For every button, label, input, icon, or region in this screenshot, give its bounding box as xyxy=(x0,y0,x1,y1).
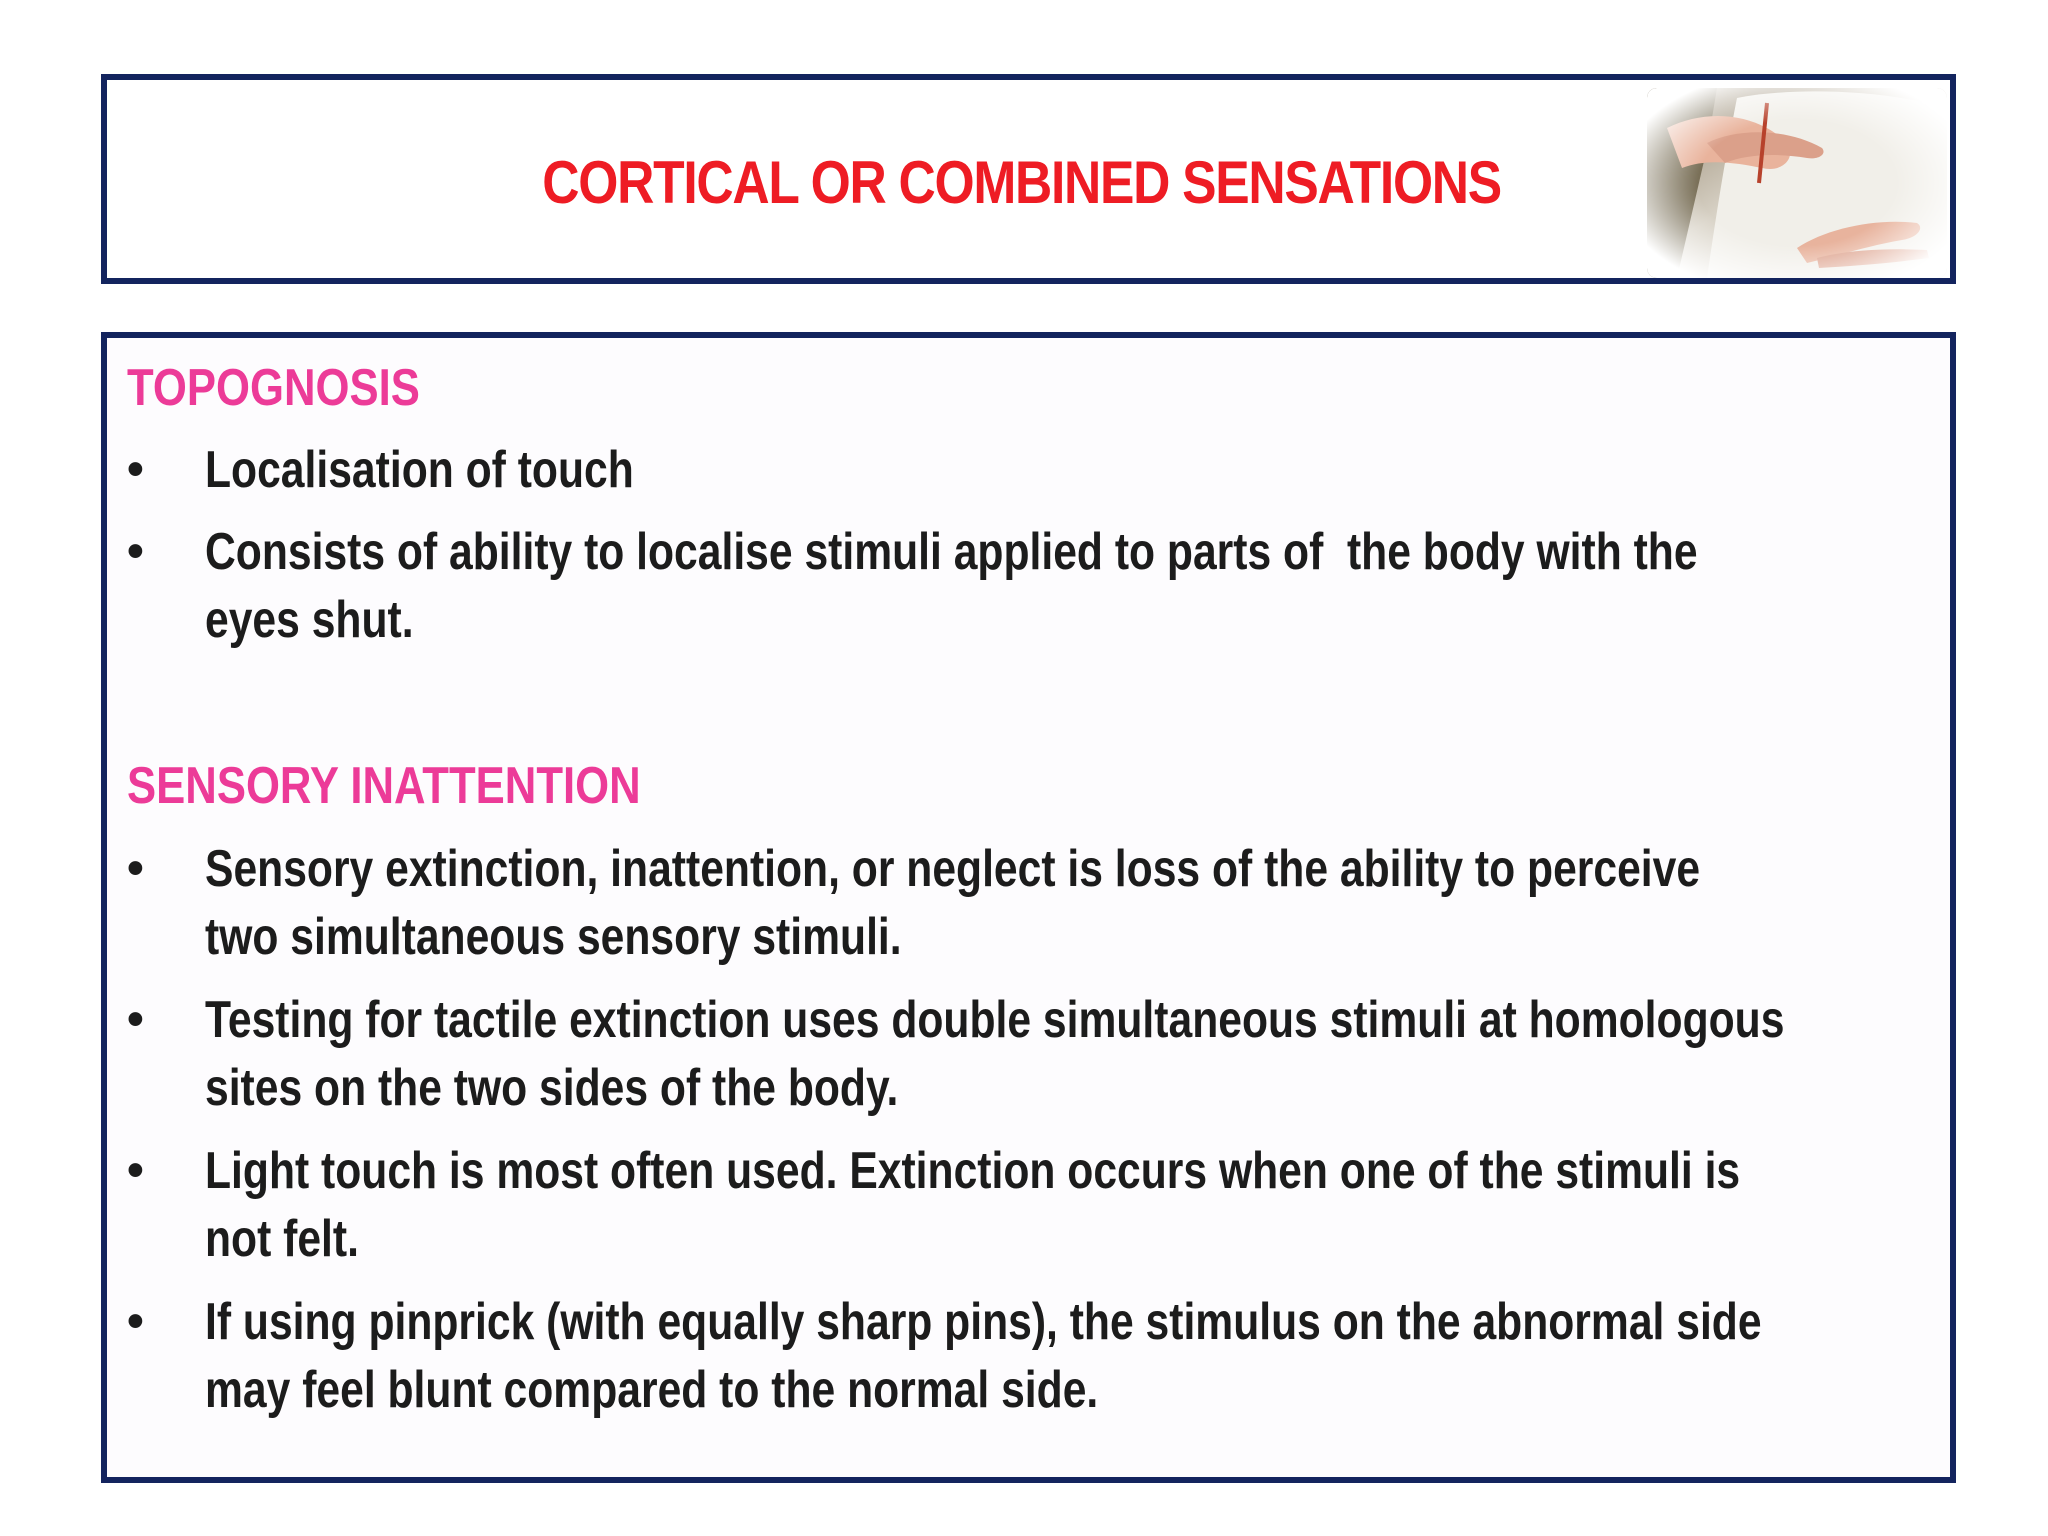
bullet-line: Localisation of touch xyxy=(205,441,634,499)
slide-title: CORTICAL OR COMBINED SENSATIONS xyxy=(542,149,1501,216)
bullet-line: If using pinprick (with equally sharp pins), the stimulus on the abnormal side xyxy=(205,1293,1762,1351)
content-box xyxy=(101,332,1956,1483)
bullet-line: may feel blunt compared to the normal side. xyxy=(205,1361,1099,1419)
bullet-line: sites on the two sides of the body. xyxy=(205,1059,899,1117)
bullet-line: Testing for tactile extinction uses double simultaneous stimuli at homologous xyxy=(205,991,1785,1049)
hands-examination-photo xyxy=(1647,88,1947,278)
bullet-icon: • xyxy=(127,993,144,1046)
bullet-line: not felt. xyxy=(205,1210,359,1268)
bullet-line: Consists of ability to localise stimuli applied to parts of the body with the xyxy=(205,523,1698,581)
bullet-icon: • xyxy=(127,1295,144,1348)
bullet-line: eyes shut. xyxy=(205,591,414,649)
bullet-icon: • xyxy=(127,443,144,496)
bullet-icon: • xyxy=(127,525,144,578)
bullet-line: two simultaneous sensory stimuli. xyxy=(205,908,902,966)
bullet-line: Sensory extinction, inattention, or neglect is loss of the ability to perceive xyxy=(205,840,1701,898)
section-heading-topognosis: TOPOGNOSIS xyxy=(127,359,420,417)
bullet-icon: • xyxy=(127,842,144,895)
bullet-line: Light touch is most often used. Extinction occurs when one of the stimuli is xyxy=(205,1142,1741,1200)
section-heading-sensory-inattention: SENSORY INATTENTION xyxy=(127,757,641,815)
title-box xyxy=(101,74,1956,284)
bullet-icon: • xyxy=(127,1144,144,1197)
